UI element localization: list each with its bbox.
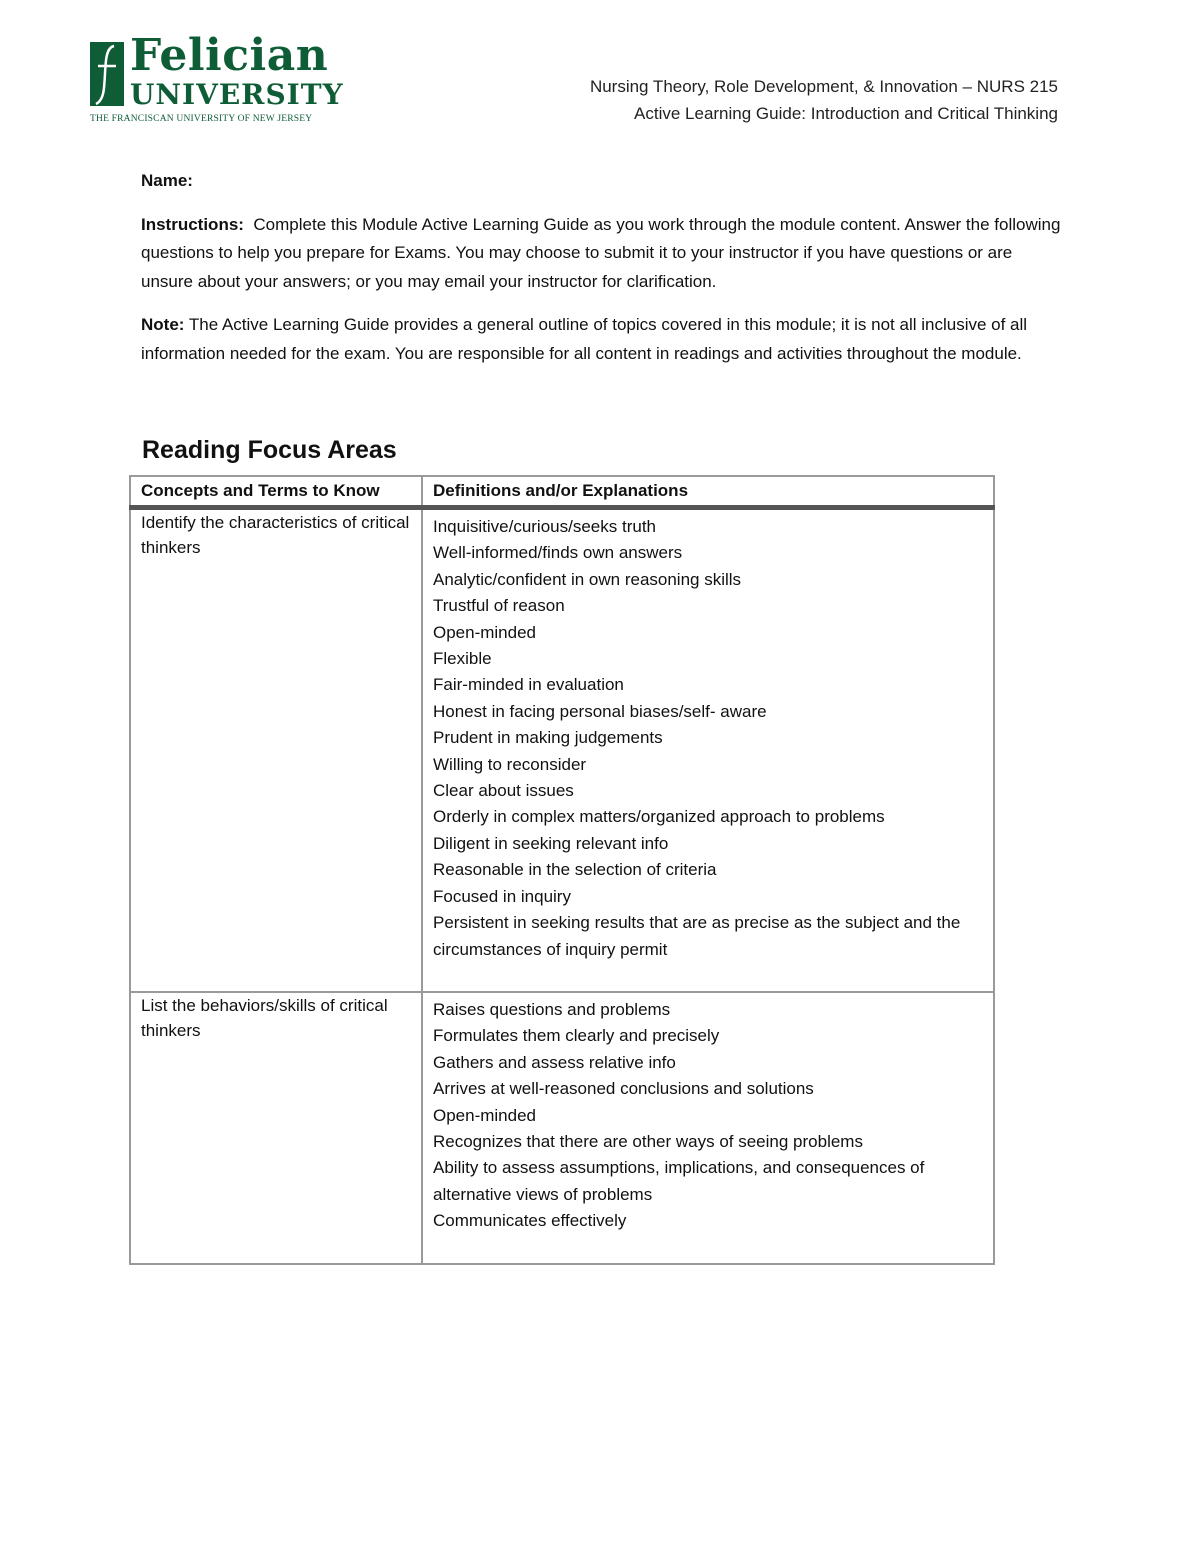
logo-university-text: UNIVERSITY bbox=[130, 78, 344, 111]
definition-item: Fair-minded in evaluation bbox=[433, 675, 624, 695]
definitions-list bbox=[433, 510, 983, 991]
table-row bbox=[130, 508, 994, 992]
definition-item: Orderly in complex matters/organized approach to problems bbox=[433, 807, 885, 827]
definitions-list bbox=[433, 993, 983, 1263]
document-header bbox=[590, 73, 1058, 127]
column-header-concepts: Concepts and Terms to Know bbox=[130, 476, 422, 508]
definition-item: Diligent in seeking relevant info bbox=[433, 833, 669, 853]
definition-item: Analytic/confident in own reasoning skills bbox=[433, 569, 742, 589]
definitions-cell bbox=[422, 992, 994, 1264]
note-paragraph bbox=[141, 311, 1061, 368]
table-body bbox=[130, 508, 994, 1264]
definition-item: Raises questions and problems bbox=[433, 999, 671, 1019]
definition-item: Gathers and assess relative info bbox=[433, 1052, 676, 1072]
note-text: The Active Learning Guide provides a general outline of topics covered in this module; it is not all inclusive of all information needed for the exam. You are responsible for all content in readings and activities throughout the module. bbox=[141, 315, 1028, 363]
definition-item: Reasonable in the selection of criteria bbox=[433, 860, 717, 880]
table-row bbox=[130, 992, 994, 1264]
definition-item: Communicates effectively bbox=[433, 1211, 627, 1231]
logo-wordmark: Felician bbox=[130, 30, 329, 81]
definition-item: Willing to reconsider bbox=[433, 754, 587, 774]
logo-emblem-icon bbox=[90, 38, 126, 108]
instructions-paragraph bbox=[141, 211, 1061, 297]
note-label: Note: bbox=[141, 315, 185, 334]
focus-areas-table bbox=[129, 475, 995, 1265]
instructions-text: Complete this Module Active Learning Guide as you work through the module content. Answer the following questions to help you prepare for Exams. You may choose to submit it to your instructor if you have questions or are unsure about your answers; or you may email your instructor for clarification. bbox=[141, 214, 1061, 291]
definition-item: Arrives at well-reasoned conclusions and solutions bbox=[433, 1079, 814, 1099]
table-header-row bbox=[130, 476, 994, 508]
course-title: Nursing Theory, Role Development, & Innovation – NURS 215 bbox=[589, 77, 1058, 96]
definition-item: Prudent in making judgements bbox=[433, 728, 663, 748]
definition-item: Recognizes that there are other ways of seeing problems bbox=[433, 1131, 863, 1151]
concept-cell: List the behaviors/skills of critical thinkers bbox=[130, 992, 422, 1264]
definition-item: Formulates them clearly and precisely bbox=[433, 1026, 720, 1046]
name-label: Name: bbox=[141, 171, 193, 190]
definition-item: Well-informed/finds own answers bbox=[433, 543, 683, 563]
instructions-label: Instructions: bbox=[141, 214, 244, 234]
university-logo bbox=[90, 30, 344, 126]
definition-item: Ability to assess assumptions, implications, and consequences of alternative views of problems bbox=[433, 1158, 925, 1204]
definition-item: Persistent in seeking results that are as precise as the subject and the circumstances of inquiry permit bbox=[433, 913, 961, 959]
definition-item: Inquisitive/curious/seeks truth bbox=[433, 517, 656, 536]
concept-cell: Identify the characteristics of critical thinkers bbox=[130, 508, 422, 992]
definition-item: Open-minded bbox=[433, 622, 537, 642]
column-header-definitions: Definitions and/or Explanations bbox=[422, 476, 994, 508]
logo-tagline: THE FRANCISCAN UNIVERSITY OF NEW JERSEY bbox=[90, 114, 313, 124]
definition-item: Trustful of reason bbox=[433, 596, 565, 616]
definitions-cell bbox=[422, 508, 994, 992]
definition-item: Flexible bbox=[433, 649, 492, 669]
definition-item: Open-minded bbox=[433, 1105, 537, 1125]
definition-item: Honest in facing personal biases/self- aware bbox=[433, 701, 767, 721]
definition-item: Clear about issues bbox=[433, 781, 574, 801]
definition-item: Focused in inquiry bbox=[433, 886, 571, 906]
guide-title: Active Learning Guide: Introduction and Critical Thinking bbox=[634, 104, 1058, 123]
section-title: Reading Focus Areas bbox=[142, 436, 397, 464]
document-body bbox=[141, 167, 1061, 383]
